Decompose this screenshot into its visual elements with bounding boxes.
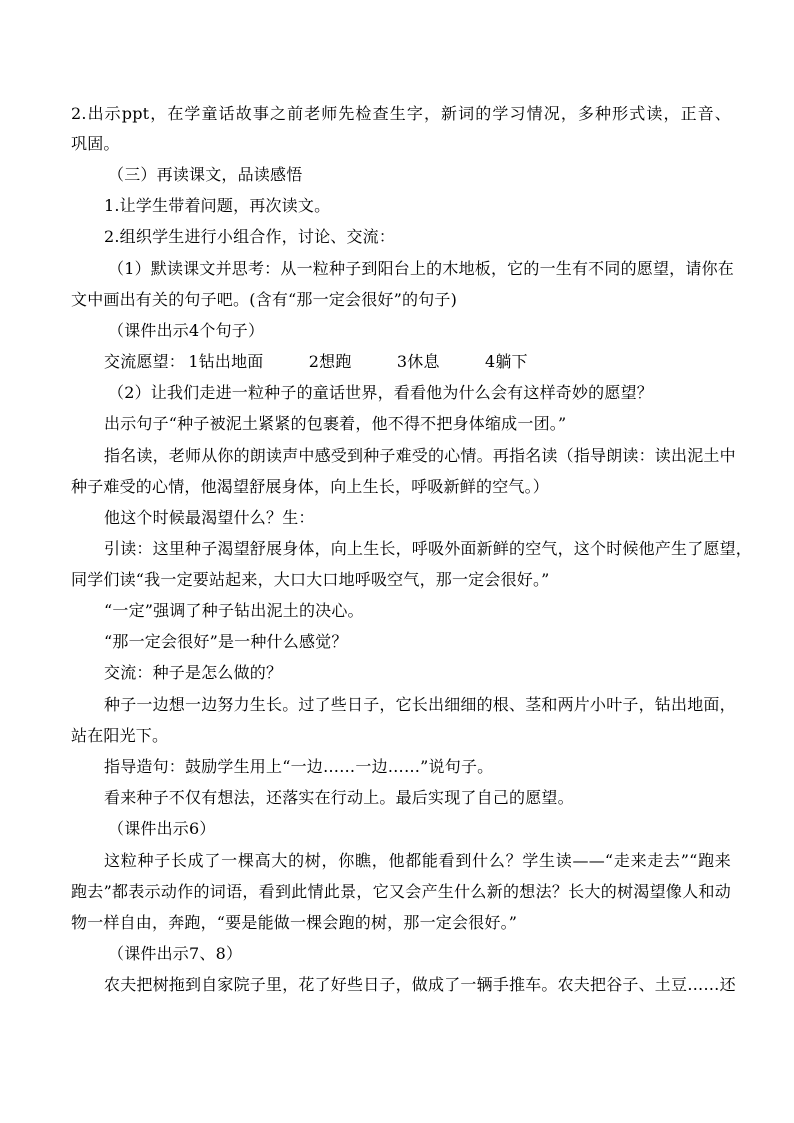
paragraph-line: （课件出示7、8） <box>108 944 243 963</box>
section-heading: （三）再读课文，品读感悟 <box>108 165 303 184</box>
paragraph-line: 指名读，老师从你的朗读声中感受到种子难受的心情。再指名读（指导朗读：读出泥土中 <box>104 446 736 465</box>
paragraph-line: （课件出示6） <box>108 819 216 838</box>
paragraph-line: 这粒种子长成了一棵高大的树，你瞧，他都能看到什么？学生读——“走来走去”“跑来 <box>104 851 731 870</box>
paragraph-line: 同学们读“我一定要站起来，大口大口地呼吸空气，那一定会很好。” <box>71 570 550 589</box>
wish-item: 4躺下 <box>484 352 528 371</box>
paragraph-line: “那一定会很好”是一种什么感觉？ <box>104 632 348 651</box>
paragraph-line: 文中画出有关的句子吧。(含有“那一定会很好”的句子) <box>71 290 458 309</box>
paragraph-line: 指导造句：鼓励学生用上“一边……一边……”说句子。 <box>104 757 494 776</box>
paragraph-line: 农夫把树拖到自家院子里，花了好些日子，做成了一辆手推车。农夫把谷子、土豆……还 <box>104 975 736 994</box>
wish-list-line <box>104 352 528 372</box>
paragraph-line: （1）默读课文并思考：从一粒种子到阳台上的木地板，它的一生有不同的愿望，请你在 <box>108 259 734 278</box>
paragraph-line: 种子一边想一边努力生长。过了些日子，它长出细细的根、茎和两片小叶子，钻出地面， <box>104 695 736 714</box>
paragraph-line: 他这个时候最渴望什么？生： <box>104 508 315 527</box>
paragraph-line: 种子难受的心情，他渴望舒展身体，向上生长，呼吸新鲜的空气。） <box>71 477 550 496</box>
paragraph-line: “一定”强调了种子钻出泥土的决心。 <box>104 601 364 620</box>
paragraph-line: 交流：种子是怎么做的？ <box>104 663 283 682</box>
paragraph-line: 物一样自由，奔跑，“要是能做一棵会跑的树，那一定会很好。” <box>71 913 518 932</box>
wish-item: 3休息 <box>396 352 440 371</box>
paragraph-line: 出示句子“种子被泥土紧紧的包裹着，他不得不把身体缩成一团。” <box>104 414 567 433</box>
paragraph-line: 2.出示ppt，在学童话故事之前老师先检查生字，新词的学习情况，多种形式读，正音、 <box>71 104 731 123</box>
paragraph-line: 看来种子不仅有想法，还落实在行动上。最后实现了自己的愿望。 <box>104 788 574 807</box>
wish-list-label: 交流愿望： <box>104 352 186 371</box>
paragraph-line: 站在阳光下。 <box>71 726 169 745</box>
paragraph-line: 引读：这里种子渴望舒展身体，向上生长，呼吸外面新鲜的空气，这个时候他产生了愿望， <box>104 539 753 558</box>
wish-item: 1钻出地面 <box>188 352 264 371</box>
paragraph-line: （2）让我们走进一粒种子的童话世界，看看他为什么会有这样奇妙的愿望？ <box>108 383 653 402</box>
wish-item: 2想跑 <box>308 352 352 371</box>
paragraph-line: 巩固。 <box>71 134 120 153</box>
paragraph-line: 跑去”都表示动作的词语，看到此情此景，它又会产生什么新的想法？长大的树渴望像人和动 <box>71 882 731 901</box>
paragraph-line: 1.让学生带着问题，再次读文。 <box>104 196 331 215</box>
paragraph-line: 2.组织学生进行小组合作，讨论、交流： <box>104 227 396 246</box>
paragraph-line: （课件出示4个句子） <box>108 321 265 340</box>
